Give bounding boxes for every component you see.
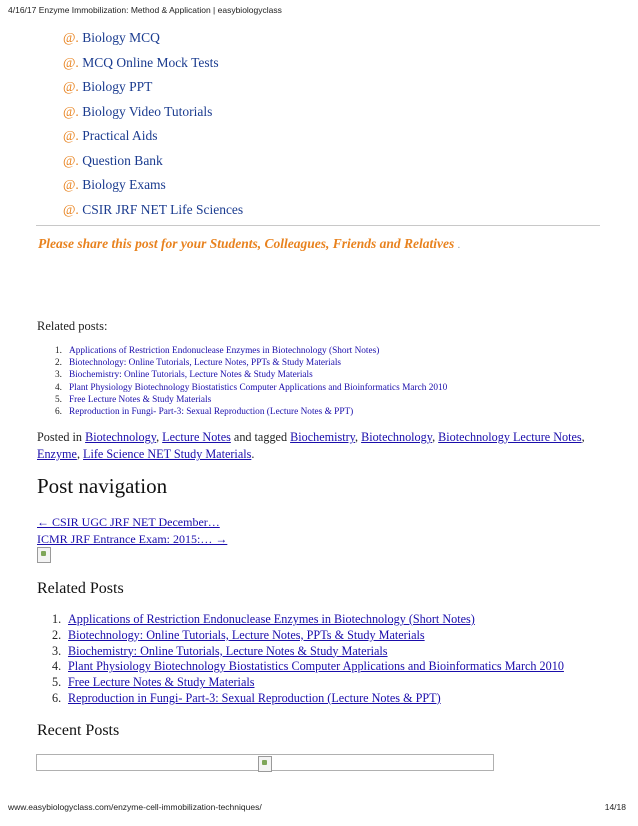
related-post-link[interactable]: Biotechnology: Online Tutorials, Lecture Notes, PPTs & Study Materials <box>68 627 425 642</box>
list-number: 1. <box>55 346 62 356</box>
broken-image-icon <box>37 547 51 563</box>
related-posts-list <box>52 612 564 707</box>
related-link[interactable]: Free Lecture Notes & Study Materials <box>69 394 212 405</box>
list-item <box>52 628 564 644</box>
comma: , <box>76 447 80 461</box>
tag-link-biotechnology-lecture-notes[interactable]: Biotechnology Lecture Notes <box>438 430 582 444</box>
quick-link-biology-mcq[interactable]: Biology MCQ <box>82 30 160 45</box>
tag-link-biotechnology[interactable]: Biotechnology <box>361 430 433 444</box>
quick-link-marker: @. <box>63 30 79 45</box>
quick-links-list <box>63 28 243 224</box>
list-number: 4. <box>55 382 62 393</box>
related-post-link[interactable]: Plant Physiology Biotechnology Biostatistics Computer Applications and Bioinformatics March 2010 <box>68 659 564 674</box>
post-navigation-heading: Post navigation <box>37 474 168 498</box>
related-post-link[interactable]: Reproduction in Fungi- Part-3: Sexual Reproduction (Lecture Notes & PPT) <box>68 690 441 705</box>
broken-image-icon <box>258 756 272 772</box>
comma: , <box>432 430 436 444</box>
quick-link-item <box>63 151 243 176</box>
comma: , <box>581 430 585 444</box>
tag-link-life-science-net[interactable]: Life Science NET Study Materials <box>83 447 252 461</box>
quick-link-marker: @. <box>63 152 79 168</box>
quick-link-video-tutorials[interactable]: Biology Video Tutorials <box>82 103 213 119</box>
quick-link-item <box>63 200 243 225</box>
posted-prefix: Posted in <box>37 430 83 444</box>
quick-link-marker: @. <box>63 54 79 70</box>
related-posts-small-list <box>55 345 447 418</box>
related-link[interactable]: Reproduction in Fungi- Part-3: Sexual Reproduction (Lecture Notes & PPT) <box>69 406 354 417</box>
list-number: 5. <box>55 394 62 405</box>
list-item <box>55 394 447 406</box>
list-item <box>52 612 564 628</box>
next-post-link[interactable]: ICMR JRF Entrance Exam: 2015:… → <box>37 531 228 546</box>
quick-link-item <box>63 77 243 102</box>
comma: , <box>156 430 160 444</box>
list-number: 6. <box>55 406 62 417</box>
list-number: 4. <box>52 659 62 674</box>
page-number: 14/18 <box>604 802 626 812</box>
footer-url: www.easybiologyclass.com/enzyme-cell-immobilization-techniques/ <box>8 802 262 812</box>
quick-link-marker: @. <box>63 177 79 192</box>
list-item <box>55 345 447 357</box>
section-divider <box>36 225 600 226</box>
recent-posts-heading: Recent Posts <box>37 722 120 739</box>
list-number: 3. <box>55 370 62 381</box>
post-meta <box>37 429 597 463</box>
list-item <box>55 406 447 418</box>
quick-link-marker: @. <box>63 79 79 94</box>
quick-link-item <box>63 102 243 127</box>
list-item <box>55 357 447 369</box>
list-item <box>52 659 564 675</box>
related-link[interactable]: Applications of Restriction Endonuclease Enzymes in Biotechnology (Short Notes) <box>69 346 380 356</box>
quick-link-marker: @. <box>63 201 79 217</box>
related-link[interactable]: Biochemistry: Online Tutorials, Lecture Notes & Study Materials <box>69 370 313 381</box>
quick-link-csir-jrf-net[interactable]: CSIR JRF NET Life Sciences <box>82 201 244 217</box>
quick-link-mock-tests[interactable]: MCQ Online Mock Tests <box>82 54 219 70</box>
quick-link-item <box>63 126 243 151</box>
list-item <box>55 369 447 381</box>
category-link-biotechnology[interactable]: Biotechnology <box>85 430 157 444</box>
list-item <box>52 675 564 691</box>
related-post-link[interactable]: Free Lecture Notes & Study Materials <box>68 675 255 690</box>
related-posts-small-title: Related posts: <box>37 319 108 333</box>
list-number: 2. <box>52 627 62 642</box>
quick-link-item <box>63 175 243 200</box>
related-post-link[interactable]: Applications of Restriction Endonuclease Enzymes in Biotechnology (Short Notes) <box>68 612 475 626</box>
quick-link-item <box>63 28 243 53</box>
print-footer <box>8 802 626 812</box>
list-item <box>52 691 564 707</box>
tag-link-enzyme[interactable]: Enzyme <box>37 447 77 461</box>
list-number: 3. <box>52 643 62 658</box>
share-suffix: . <box>457 240 461 251</box>
list-number: 1. <box>52 612 62 626</box>
tagged-text: and tagged <box>233 430 288 444</box>
list-number: 2. <box>55 358 62 369</box>
previous-post-link[interactable]: ← CSIR UGC JRF NET December… <box>37 515 220 529</box>
list-number: 5. <box>52 675 62 690</box>
tag-link-biochemistry[interactable]: Biochemistry <box>290 430 355 444</box>
quick-link-marker: @. <box>63 103 79 119</box>
category-link-lecture-notes[interactable]: Lecture Notes <box>162 430 231 444</box>
related-link[interactable]: Plant Physiology Biotechnology Biostatistics Computer Applications and Bioinformatics March 2010 <box>69 382 448 393</box>
share-text: Please share this post for your Students, Colleagues, Friends and Relatives <box>38 236 455 251</box>
list-number: 6. <box>52 690 62 705</box>
related-posts-heading: Related Posts <box>37 580 124 597</box>
quick-link-marker: @. <box>63 128 79 143</box>
quick-link-biology-ppt[interactable]: Biology PPT <box>82 79 153 94</box>
print-header: 4/16/17 Enzyme Immobilization: Method & Application | easybiologyclass <box>8 5 282 15</box>
related-post-link[interactable]: Biochemistry: Online Tutorials, Lecture Notes & Study Materials <box>68 643 388 658</box>
quick-link-biology-exams[interactable]: Biology Exams <box>82 177 166 192</box>
quick-link-question-bank[interactable]: Question Bank <box>82 152 163 168</box>
list-item <box>55 382 447 394</box>
period: . <box>251 447 255 461</box>
post-navigation-links <box>37 514 227 547</box>
quick-link-practical-aids[interactable]: Practical Aids <box>82 128 158 143</box>
share-callout <box>38 236 460 252</box>
comma: , <box>354 430 359 444</box>
quick-link-item <box>63 53 243 78</box>
list-item <box>52 644 564 660</box>
related-link[interactable]: Biotechnology: Online Tutorials, Lecture Notes, PPTs & Study Materials <box>69 358 342 369</box>
